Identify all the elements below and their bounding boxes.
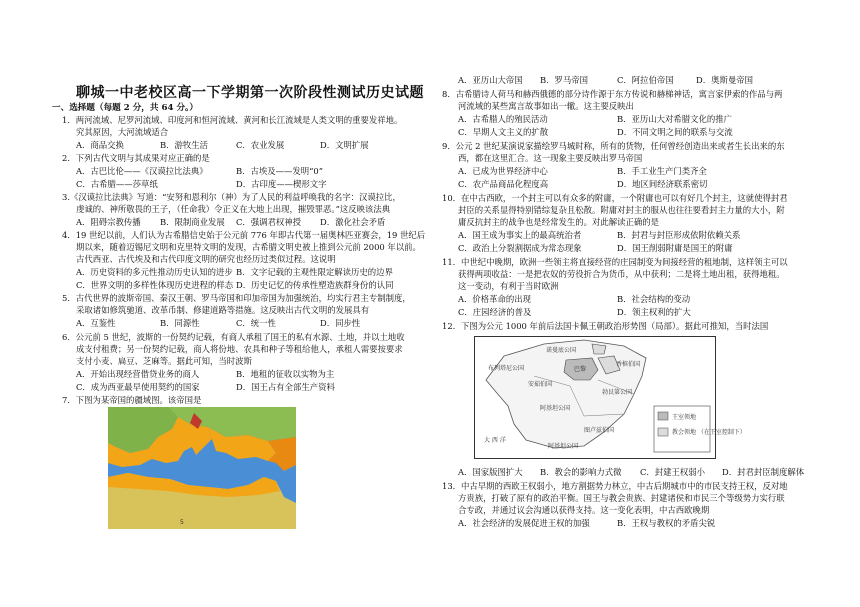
- q3-line-2: 虔诚的、神所敬畏的王子，（任命我）令正义在大地上出现，摧毁罪恶。”这反映该法典: [76, 204, 391, 214]
- q9-line-1: 9．公元 2 世纪某演说家描绘罗马城时称，所有的货物，任何曾经创造出来或者生长出来的东: [442, 141, 785, 151]
- q12-option-d: D．封君封臣制度解体: [722, 467, 805, 477]
- q1-line-1: 1．两河流域、尼罗河流域、印度河和恒河流域、黄河和长江流域是人类文明的重要发祥地。: [62, 115, 403, 125]
- q13-option-b: B．王权与教权的矛盾尖锐: [617, 518, 716, 528]
- label-burgundy: 勃艮第公国: [602, 389, 633, 396]
- q3-option-d: D．激化社会矛盾: [320, 217, 386, 227]
- q12-stem: 12．下图为公元 1000 年前后法国卡佩王朝政治形势图（局部）。据此可推知，当时法国: [442, 321, 769, 331]
- q10-option-a: A．国王成为事实上的最高统治者: [458, 230, 582, 240]
- q6-line-3: 支付小麦、扁豆、芝麻等。据此可知，当时波斯: [76, 356, 252, 366]
- q7-stem: 7．下图为某帝国的疆域图。该帝国是: [62, 395, 202, 405]
- legend-royal: 王室领地: [672, 414, 697, 421]
- q8-line-2: 河流域的某些寓言故事如出一辙。这主要反映出: [458, 101, 634, 111]
- label-aquitaine-south: 阿基坦公国: [548, 443, 579, 450]
- empire-map: [108, 407, 296, 529]
- label-champagne: 香槟伯国: [616, 361, 641, 368]
- q13-option-a: A．社会经济的发展促进王权的加强: [458, 518, 590, 528]
- label-brittany: 布列塔尼公国: [488, 365, 525, 372]
- q3-line-1: 3.《汉谟拉比法典》写道：“安努和恩利尔（神）为了人民的利益呼唤我的名字：汉谟拉比，: [62, 192, 401, 202]
- q9-option-a: A．已成为世界经济中心: [458, 166, 548, 176]
- q9-option-d: D．地区间经济联系密切: [617, 179, 708, 189]
- q4-line-2: 期以来，随着迈锡尼文明和克里特文明的发现，古希腊文明史被上推到公元前 2000 年以前。: [76, 242, 421, 252]
- q4-line-3: 古代西亚、古代埃及和古代印度文明的研究也经历过类似过程。这说明: [76, 254, 336, 264]
- q4-option-c: C．世界文明的多样性体现历史进程的样态: [76, 280, 234, 290]
- q11-line-3: 这一变动，有利于当时欧洲: [458, 281, 559, 291]
- label-normandy: 诺曼底公国: [546, 347, 577, 354]
- label-paris: 巴黎: [574, 366, 587, 373]
- q12-option-a: A．国家版图扩大: [458, 467, 523, 477]
- q9-line-2: 西，都在这里汇合。这一现象主要反映出罗马帝国: [458, 153, 643, 163]
- q11-option-b: B．社会结构的变动: [617, 294, 691, 304]
- church-domain-2: [592, 344, 606, 354]
- q8-option-b: B．亚历山大对希腊文化的推广: [617, 114, 733, 124]
- q5-option-a: A．互鉴性: [76, 318, 116, 328]
- legend-church: 教会领地 （在王室控制下）: [672, 429, 746, 436]
- q2-option-a: A．古巴比伦——《汉谟拉比法典》: [76, 166, 208, 176]
- q11-line-2: 获得两项收益：一是把农奴的劳役折合为货币，从中获利；二是将土地出租，获得地租。: [458, 269, 785, 279]
- q6-line-2: 成支付租费；另一份契约记载，商人将份地、农具和种子等租给他人，承租人需要按要求: [76, 344, 403, 354]
- q4-option-b: B．文字记载的主观性限定解读历史的边界: [236, 267, 393, 277]
- q12-option-c: C．封建王权弱小: [640, 467, 706, 477]
- empire-map-svg: [108, 407, 296, 529]
- q2-option-b: B．古埃及——发明“0”: [236, 166, 324, 176]
- q12-option-b: B．教会的影响力式微: [540, 467, 622, 477]
- q8-option-a: A．古希腊人的殖民活动: [458, 114, 548, 124]
- q13-line-3: 合专政，并通过议会沟通以获得支持。这一变化表明，中古西欧晚期: [458, 505, 710, 515]
- q7-option-a: A．亚历山大帝国: [458, 75, 523, 85]
- q4-line-1: 4．19 世纪以前，人们认为古希腊信史始于公元前 776 年即古代第一届奥林匹亚赛会，19 世纪后: [62, 230, 426, 240]
- q11-option-a: A．价格革命的出现: [458, 294, 532, 304]
- page-title: 聊城一中老校区高一下学期第一次阶段性测试历史试题: [76, 85, 424, 101]
- q6-option-a: A．开始出现经营借贷业务的商人: [76, 369, 200, 379]
- q4-option-d: D．历史记忆的传承性塑造族群身份的认同: [236, 280, 394, 290]
- label-anjou: 安茹伯国: [528, 381, 553, 388]
- legend-swatch-church: [658, 428, 668, 436]
- q11-option-d: D．领主权利的扩大: [617, 307, 691, 317]
- q2-option-c: C．古希腊——莎草纸: [76, 179, 158, 189]
- q9-option-c: C．农产品商品化程度高: [458, 179, 549, 189]
- legend-swatch-royal: [658, 412, 668, 420]
- label-toulouse: 图卢兹伯国: [584, 427, 615, 434]
- q8-line-1: 8．古希腊诗人荷马和赫西俄德的部分诗作源于东方传说和赫梯神话，寓言家伊索的作品与两: [442, 89, 783, 99]
- map7-label: 5: [180, 519, 184, 526]
- q4-option-a: A．历史资料的多元性推动历史认知的进步: [76, 267, 233, 277]
- section-heading: 一、选择题（每题 2 分，共 64 分。）: [52, 103, 198, 113]
- q11-option-c: C．庄园经济的普及: [458, 307, 532, 317]
- q1-option-d: D．文明扩展: [320, 140, 369, 150]
- q10-line-2: 封臣的关系显得特别错综复杂且松散。附庸对封主的服从也往往要看封主力量的大小，附: [458, 205, 785, 215]
- q1-option-b: B．游牧生活: [160, 140, 209, 150]
- q6-option-c: C．成为西亚最早使用契约的国家: [76, 382, 200, 392]
- q5-line-2: 采取诸如修筑驰道、改革币制、修建道路等措施。这反映出古代文明的发展具有: [76, 305, 370, 315]
- q5-line-1: 5．古代世界的波斯帝国、秦汉王朝、罗马帝国和印加帝国为加强统治，均实行君主专制制度，: [62, 293, 411, 303]
- q5-option-c: C．统一性: [236, 318, 276, 328]
- q8-option-d: D．不同文明之间的联系与交流: [617, 127, 733, 137]
- q10-option-c: C．政治上分裂割据成为常态现象: [458, 243, 582, 253]
- q2-option-d: D．古印度——楔形文字: [236, 179, 327, 189]
- q6-line-1: 6．公元前 5 世纪，波斯的一份契约记载，有商人承租了国王的私有水源、土地，并以土地收: [62, 332, 405, 342]
- label-aquitaine: 阿基坦公国: [540, 405, 571, 412]
- france-map: [474, 336, 746, 459]
- q11-line-1: 11．中世纪中晚期，欧洲一些领主将直接经营的庄园制变为间接经营的租地制，这样领主可以: [442, 257, 788, 267]
- q9-option-b: B．手工业生产门类齐全: [617, 166, 707, 176]
- q6-option-b: B．地租的征收以实物为主: [236, 369, 335, 379]
- q5-option-d: D．同步性: [320, 318, 361, 328]
- q10-option-d: D．国王削弱附庸是国王的附庸: [617, 243, 733, 253]
- q10-line-1: 10．在中古西欧，一个封主可以有众多的附庸，一个附庸也可以有好几个封主，这就使得封君: [442, 193, 788, 203]
- q7-option-b: B．罗马帝国: [540, 75, 589, 85]
- q7-option-d: D．奥斯曼帝国: [696, 75, 753, 85]
- q1-option-a: A．商品交换: [76, 140, 124, 150]
- q6-option-d: D．国王占有全部生产资料: [236, 382, 335, 392]
- q13-line-2: 方贵族，打破了原有的政治平衡。国王与教会贵族、封建诸侯和市民三个等级势力实行联: [458, 493, 785, 503]
- q2-stem: 2．下列古代文明与其成果对应正确的是: [62, 153, 210, 163]
- q5-option-b: B．同源性: [160, 318, 200, 328]
- q3-option-c: C．强调君权神授: [236, 217, 302, 227]
- q8-option-c: C．早期人文主义的扩散: [458, 127, 549, 137]
- q1-line-2: 究其原因，大河流域适合: [76, 127, 169, 137]
- q13-line-1: 13．中古早期的西欧王权弱小，地方割据势力林立，中古后期城市中的市民支持王权，反对地: [442, 481, 788, 491]
- q7-option-c: C．阿拉伯帝国: [617, 75, 674, 85]
- q3-option-a: A．阻碍宗教传播: [76, 217, 141, 227]
- q1-option-c: C．农业发展: [236, 140, 285, 150]
- q10-option-b: B．封君与封臣形成依附依赖关系: [617, 230, 741, 240]
- label-atlantic: 大 西 洋: [484, 437, 506, 444]
- q3-option-b: B．限制商业发展: [160, 217, 225, 227]
- q10-line-3: 庸反抗封主的战争也是经常发生的。对此解读正确的是: [458, 217, 659, 227]
- france-map-svg: [474, 336, 746, 459]
